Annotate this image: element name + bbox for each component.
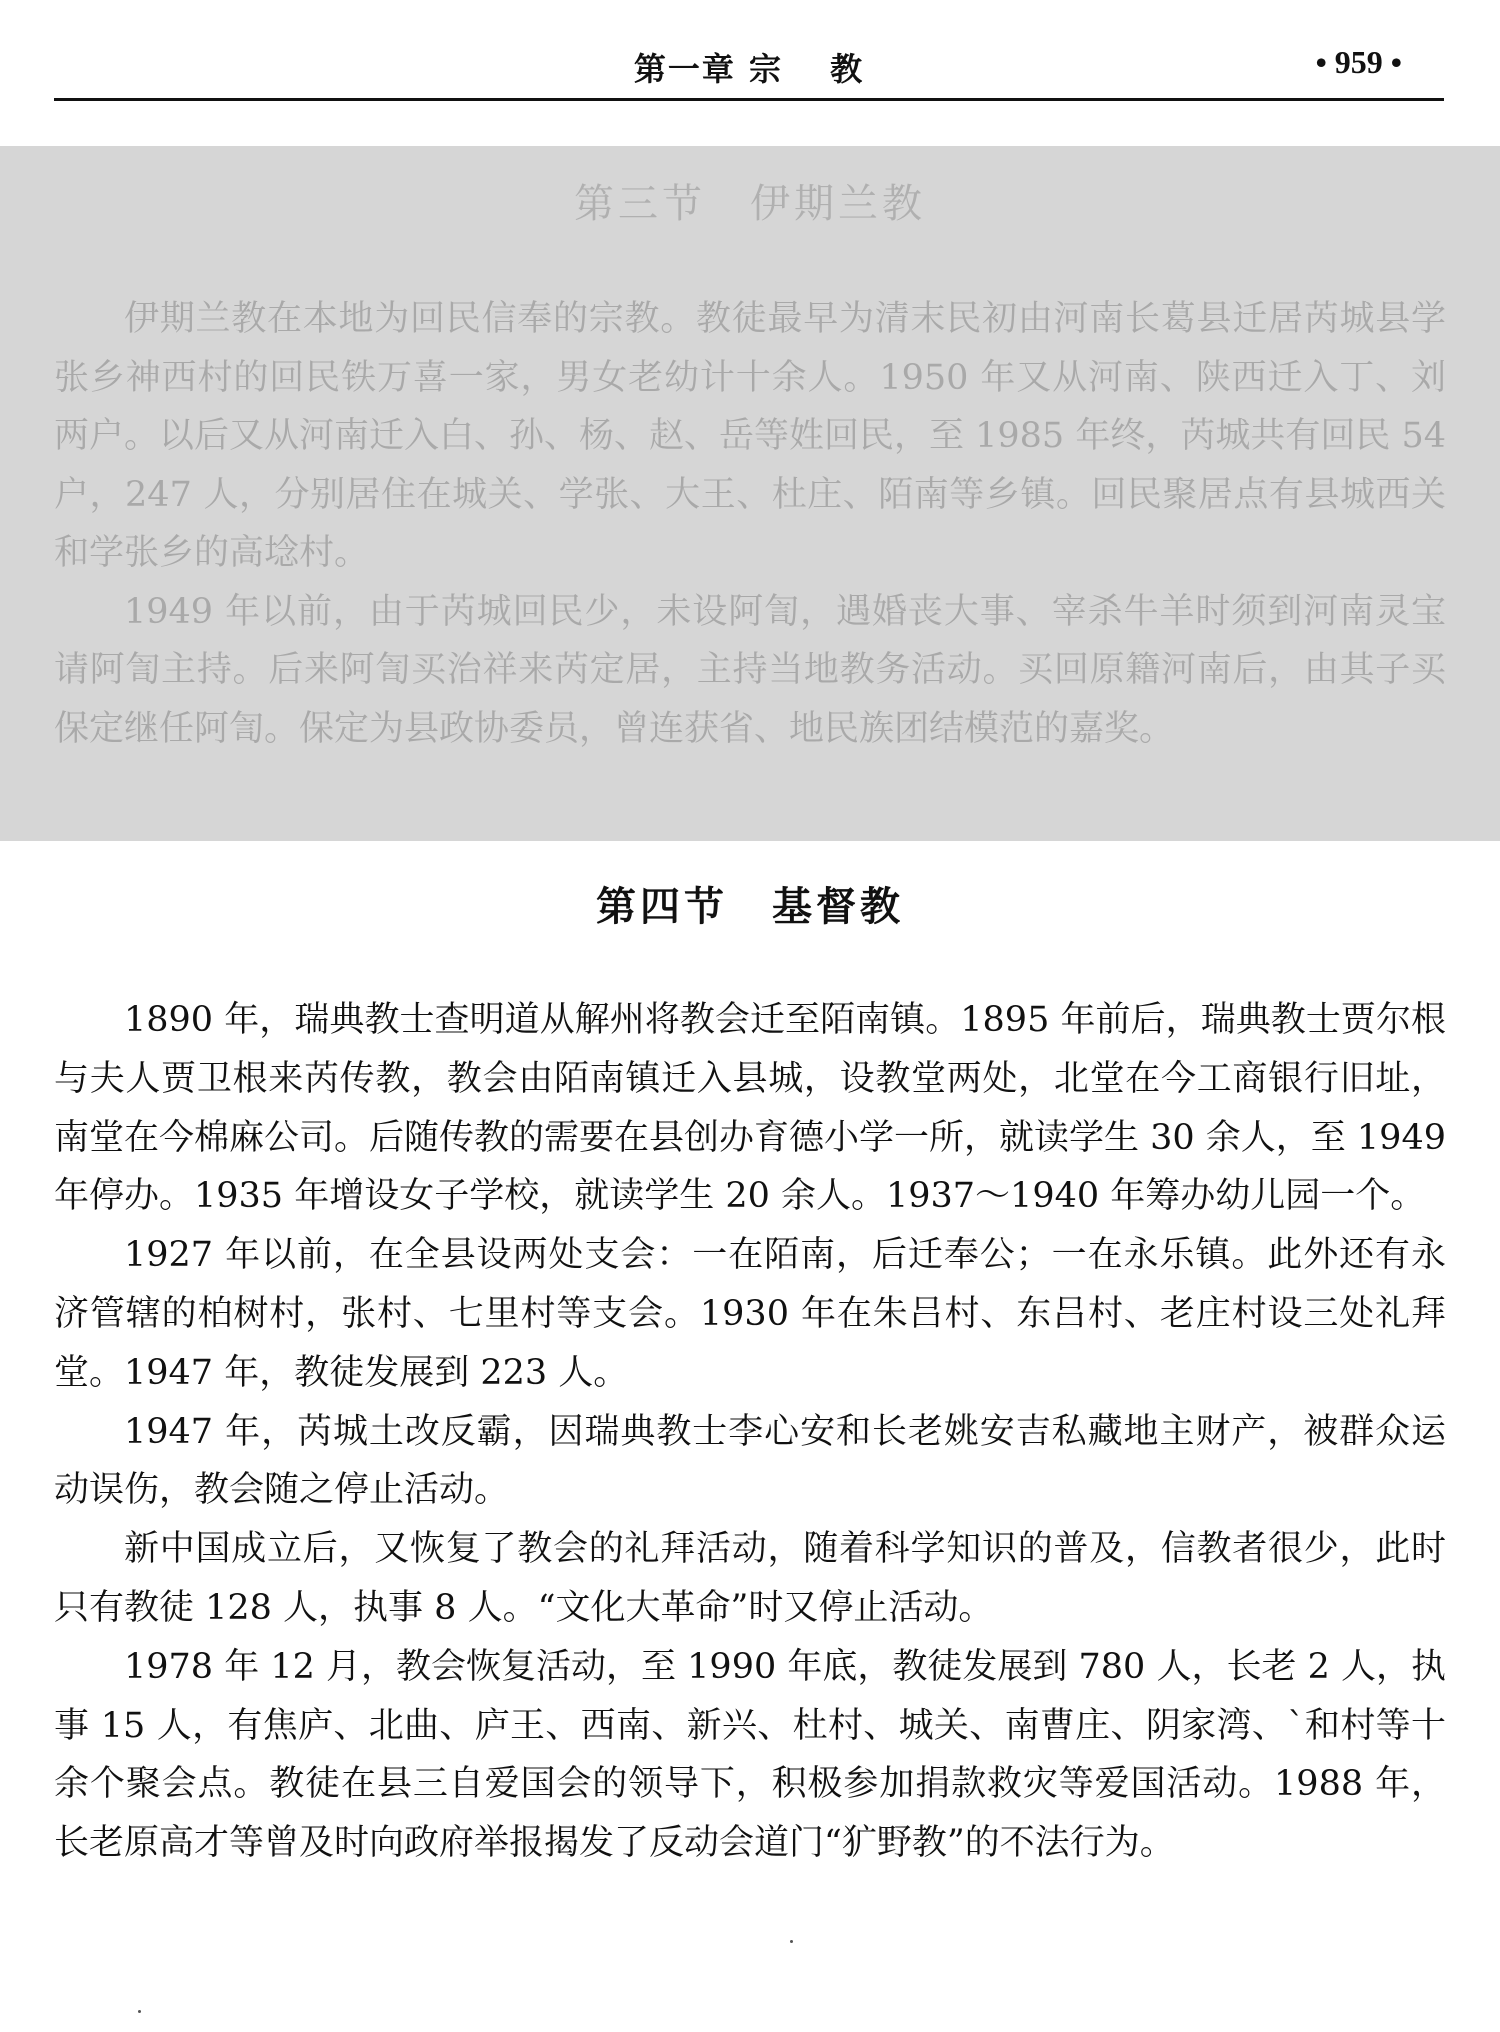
paragraph: 伊期兰教在本地为回民信奉的宗教。教徒最早为清末民初由河南长葛县迁居芮城县学张乡神西村的回民铁万喜一家，男女老幼计十余人。1950 年又从河南、陕西迁入丁、刘两户。以后又从河南迁入白、孙、杨、赵、岳等姓回民，至 1985 年终，芮城共有回民 54 户，247 人，分别居住在城关、学张、大王、杜庄、陌南等乡镇。回民聚居点有县城西关和学张乡的高埝村。 <box>54 299 1446 573</box>
chapter-title: 第一章 宗 教 <box>633 50 865 88</box>
section-body-islam <box>54 290 1446 758</box>
section-heading-christianity: 第四节 基督教 <box>596 883 904 930</box>
page-number: • 959 • <box>1315 44 1402 80</box>
paragraph: 1978 年 12 月，教会恢复活动，至 1990 年底，教徒发展到 780 人，长老 2 人，执事 15 人，有焦庐、北曲、庐王、西南、新兴、杜村、城关、南曹庄、阴家湾、`和村等十余个聚会点。教徒在县三自爱国会的领导下，积极参加捐款救灾等爱国活动。1988 年，长老原高才等曾及时向政府举报揭发了反动会道门“犷野教”的不法行为。 <box>54 1646 1446 1864</box>
section-heading-islam: 第三节 伊期兰教 <box>574 181 926 227</box>
scan-speck <box>138 2010 141 2013</box>
paragraph: 1927 年以前，在全县设两处支会：一在陌南，后迁奉公；一在永乐镇。此外还有永济管辖的柏树村，张村、七里村等支会。1930 年在朱吕村、东吕村、老庄村设三处礼拜堂。1947 年，教徒发展到 223 人。 <box>54 1235 1446 1393</box>
scan-speck <box>790 1940 793 1943</box>
paragraph: 1947 年，芮城土改反霸，因瑞典教士李心安和长老姚安吉私藏地主财产，被群众运动误伤，教会随之停止活动。 <box>54 1411 1446 1511</box>
section-islam <box>0 146 1500 841</box>
section-body-christianity <box>54 991 1446 1873</box>
running-header <box>54 38 1444 98</box>
paragraph: 新中国成立后，又恢复了教会的礼拜活动，随着科学知识的普及，信教者很少，此时只有教徒 128 人，执事 8 人。“文化大革命”时又停止活动。 <box>54 1529 1446 1628</box>
header-rule <box>54 98 1444 101</box>
paragraph: 1949 年以前，由于芮城回民少，未设阿訇，遇婚丧大事、宰杀牛羊时须到河南灵宝请阿訇主持。后来阿訇买治祥来芮定居，主持当地教务活动。买回原籍河南后，由其子买保定继任阿訇。保定为县政协委员，曾连获省、地民族团结模范的嘉奖。 <box>54 591 1446 749</box>
paragraph: 1890 年，瑞典教士查明道从解州将教会迁至陌南镇。1895 年前后，瑞典教士贾尔根与夫人贾卫根来芮传教，教会由陌南镇迁入县城，设教堂两处，北堂在今工商银行旧址，南堂在今棉麻公司。后随传教的需要在县创办育德小学一所，就读学生 30 余人，至 1949 年停办。1935 年增设女子学校，就读学生 20 余人。1937～1940 年筹办幼儿园一个。 <box>54 1000 1446 1217</box>
